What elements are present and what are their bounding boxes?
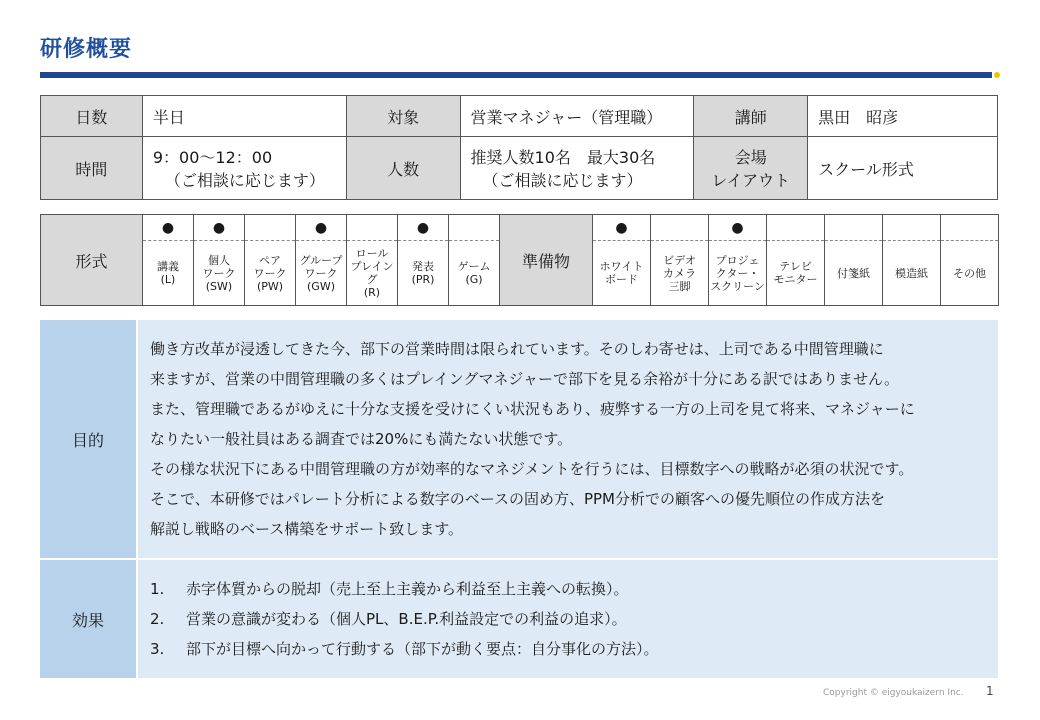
format-option-label: 発表 (PR) xyxy=(411,260,435,286)
purpose-line: 働き方改革が浸透してきた今、部下の営業時間は限られています。そのしわ寄せは、上司である中間管理職に xyxy=(150,340,884,358)
purpose-label: 目的 xyxy=(40,320,137,559)
materials-option xyxy=(767,241,825,306)
format-label: 形式 xyxy=(41,215,143,306)
format-mark xyxy=(245,215,296,241)
format-mark xyxy=(347,215,398,241)
materials-option-label: 付箋紙 xyxy=(837,266,870,280)
venue-label-line1: 会場 xyxy=(734,148,767,167)
materials-mark xyxy=(825,215,883,241)
format-mark: ● xyxy=(194,215,245,241)
effect-label: 効果 xyxy=(40,559,137,679)
materials-mark xyxy=(941,215,999,241)
purpose-line: 解説し戦略のベース構築をサポート致します。 xyxy=(150,520,464,538)
days-value: 半日 xyxy=(142,96,346,137)
effect-item xyxy=(150,604,998,634)
format-mark: ● xyxy=(398,215,449,241)
title-underline xyxy=(40,72,992,78)
people-cell xyxy=(460,137,694,200)
people-value: 推奨人数10名 最大30名 xyxy=(470,148,656,167)
purpose-line: 来ますが、営業の中間管理職の多くはプレイングマネジャーで部下を見る余裕が十分にある訳ではありません。 xyxy=(150,370,899,388)
effect-item xyxy=(150,574,998,604)
copyright: Copyright © eigyoukaizern Inc. xyxy=(823,688,964,698)
format-mark: ● xyxy=(296,215,347,241)
time-cell xyxy=(142,137,346,200)
materials-option-label: ホワイト ボード xyxy=(599,260,644,286)
format-mark: ● xyxy=(143,215,194,241)
venue-label xyxy=(694,137,808,200)
format-mark xyxy=(449,215,500,241)
effect-item-text: 営業の意識が変わる（個人PL、B.E.P.利益設定での利益の追求）。 xyxy=(186,610,627,628)
format-table xyxy=(40,214,999,306)
materials-option xyxy=(825,241,883,306)
purpose-line: また、管理職であるがゆえに十分な支援を受けにくい状況もあり、疲弊する一方の上司を見て将来、マネジャーに xyxy=(150,400,915,418)
effect-item-text: 赤字体質からの脱却（売上至上主義から利益至上主義への転換）。 xyxy=(186,580,629,598)
purpose-effect-table xyxy=(40,320,998,680)
materials-label: 準備物 xyxy=(500,215,593,306)
title-accent-dot xyxy=(994,72,1000,78)
time-label: 時間 xyxy=(41,137,143,200)
effect-item-number: 2. xyxy=(150,610,165,628)
materials-option-label: その他 xyxy=(953,266,986,280)
materials-mark: ● xyxy=(709,215,767,241)
materials-option xyxy=(651,241,709,306)
format-option xyxy=(143,241,194,306)
materials-option xyxy=(593,241,651,306)
materials-option xyxy=(883,241,941,306)
materials-mark xyxy=(651,215,709,241)
purpose-line: そこで、本研修ではパレート分析による数字のベースの固め方、PPM分析での顧客への優先順位の作成方法を xyxy=(150,490,885,508)
venue-label-line2: レイアウト xyxy=(711,171,791,190)
format-option xyxy=(296,241,347,306)
target-value: 営業マネジャー（管理職） xyxy=(460,96,694,137)
time-value: 9：00～12：00 xyxy=(152,148,273,167)
materials-option-label: プロジェ クター・ スクリーン xyxy=(710,253,765,293)
format-option xyxy=(347,241,398,306)
format-option-label: グループ ワーク (GW) xyxy=(299,253,343,293)
days-label: 日数 xyxy=(41,96,143,137)
purpose-line: その様な状況下にある中間管理職の方が効率的なマネジメントを行うには、目標数字への戦略が必須の状況です。 xyxy=(150,460,914,478)
people-note: （ご相談に応じます） xyxy=(482,171,643,190)
format-option-label: 個人 ワーク (SW) xyxy=(202,253,236,293)
effect-item-number: 1. xyxy=(150,580,165,598)
format-option-label: 講義 (L) xyxy=(157,260,179,286)
info-table xyxy=(40,95,998,200)
format-option xyxy=(449,241,500,306)
people-label: 人数 xyxy=(346,137,460,200)
effect-item-text: 部下が目標へ向かって行動する（部下が動く要点：自分事化の方法）。 xyxy=(186,640,659,658)
page-number: 1 xyxy=(986,684,994,698)
instructor-label: 講師 xyxy=(694,96,808,137)
materials-option-label: ビデオ カメラ 三脚 xyxy=(663,253,696,293)
purpose-line: なりたい一般社員はある調査では20%にも満たない状態です。 xyxy=(150,430,573,448)
instructor-value: 黒田 昭彦 xyxy=(808,96,998,137)
format-option xyxy=(194,241,245,306)
purpose-body xyxy=(137,320,998,559)
format-option xyxy=(398,241,449,306)
materials-option xyxy=(709,241,767,306)
venue-value: スクール形式 xyxy=(808,137,998,200)
materials-option-label: 模造紙 xyxy=(895,266,928,280)
materials-option xyxy=(941,241,999,306)
materials-mark: ● xyxy=(593,215,651,241)
effect-item xyxy=(150,634,998,664)
format-option-label: ゲーム (G) xyxy=(457,260,491,286)
target-label: 対象 xyxy=(346,96,460,137)
materials-mark xyxy=(767,215,825,241)
effect-item-number: 3. xyxy=(150,640,165,658)
materials-option-label: テレビ モニター xyxy=(773,260,818,286)
format-option xyxy=(245,241,296,306)
materials-mark xyxy=(883,215,941,241)
time-note: （ご相談に応じます） xyxy=(164,171,325,190)
page-title: 研修概要 xyxy=(40,37,133,62)
format-option-label: ペア ワーク (PW) xyxy=(253,253,287,293)
format-option-label: ロール プレイング (R) xyxy=(350,247,394,299)
effect-body xyxy=(137,559,998,679)
